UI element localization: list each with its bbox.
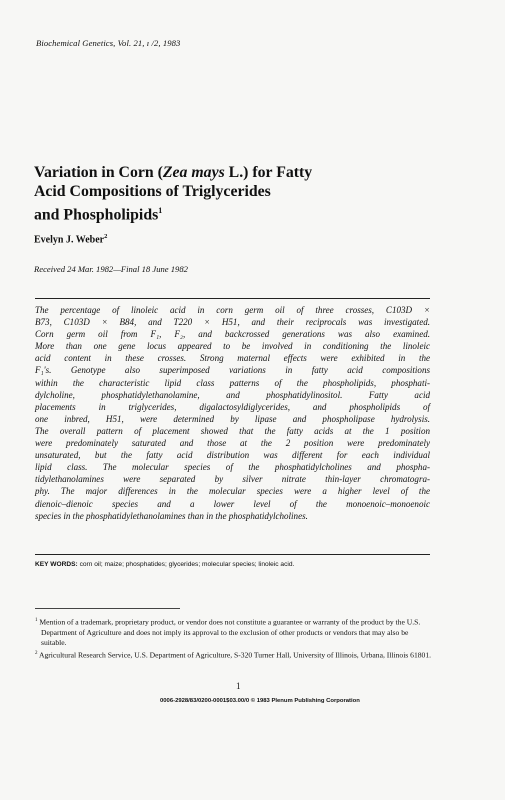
page-number: 1 <box>236 681 241 691</box>
abstract-line: dylcholine, phosphatidylethanolamine, and phosphatidylinositol. Fatty acid <box>35 389 430 400</box>
abstract-line: F₁'s. Genotype also superimposed variations in fatty acid compositions <box>35 365 430 376</box>
title-line2: Acid Compositions of Triglycerides <box>34 183 271 200</box>
received-dates: Received 24 Mar. 1982—Final 18 June 1982 <box>34 264 188 274</box>
title-line3: and Phospholipids <box>34 206 159 224</box>
abstract-line: Corn germ oil from F₁, F₂, and backcrossed generations was also examined. <box>35 329 430 340</box>
footnote-text: Agricultural Research Service, U.S. Department of Agriculture, S-320 Turner Hall, University of Illinois, Urbana, Illinois 61801. <box>37 650 432 660</box>
abstract-line: were predominately saturated and those at the 2 position were predominately <box>35 438 430 449</box>
keywords <box>35 561 435 568</box>
keywords-label: KEY WORDS: <box>35 561 78 568</box>
abstract-line: The percentage of linoleic acid in corn germ oil of three crosses, C103D × <box>35 305 430 315</box>
abstract-line: phy. The major differences in the molecular species were a higher level of the <box>35 486 430 497</box>
keywords-text: corn oil; maize; phosphatides; glycerides; molecular species; linoleic acid. <box>77 561 295 568</box>
abstract-line: species in the phosphatidylethanolamines than in the phosphatidylcholines. <box>35 510 308 521</box>
footnote-1 <box>35 616 435 648</box>
article-title <box>34 163 454 224</box>
abstract-bottom-rule <box>35 554 430 555</box>
abstract-line: within the characteristic lipid class patterns of the phospholipids, phosphati- <box>35 377 430 388</box>
abstract-line: B73, C103D × B84, and T220 × H51, and their reciprocals was investigated. <box>35 317 430 328</box>
journal-citation: Biochemical Genetics, Vol. 21, ı /2, 1983 <box>36 38 181 48</box>
abstract-line: dienoic–dienoic species and a lower level of the monoenoic–monoenoic <box>35 498 430 509</box>
footnote-mark: 2 <box>35 651 38 657</box>
footnote-text: Mention of a trademark, proprietary product, or vendor does not constitute a guarantee or warranty of the product by the U.S. Department of Agriculture and does not imply its approval to the exclusion of other products or vendors that may also be suitable. <box>37 617 421 648</box>
footnote-rule <box>35 608 180 609</box>
title-part1: Variation in Corn ( <box>34 164 163 181</box>
abstract-line: More than one gene locus appeared to be involved in conditioning the linoleic <box>35 341 430 352</box>
abstract-line: lipid class. The molecular species of the phosphatidylcholines and phospha- <box>35 462 430 473</box>
abstract-line: The overall pattern of placement showed that the fatty acids at the 1 position <box>35 425 430 436</box>
abstract-line: tidylethanolamines were separated by silver nitrate thin-layer chromatogra- <box>35 474 430 485</box>
abstract-line: unsaturated, but the fatty acid distribution was different for each individual <box>35 450 430 461</box>
abstract-line: one inbred, H51, were determined by lipase and phospholipase hydrolysis. <box>35 413 430 424</box>
abstract-line: acid content in these crosses. Strong maternal effects were exhibited in the <box>35 353 430 364</box>
footnote-mark: 1 <box>35 618 38 623</box>
title-species: Zea mays <box>162 164 225 181</box>
title-footnote-mark: 1 <box>158 206 163 215</box>
title-part2: L.) for Fatty <box>224 164 313 181</box>
footnotes <box>35 616 435 662</box>
author-text: Evelyn J. Weber <box>34 234 105 246</box>
abstract <box>35 304 430 522</box>
author-name <box>34 233 107 245</box>
abstract-top-rule <box>35 298 430 299</box>
footnote-2 <box>35 649 435 661</box>
abstract-line: placements in triglycerides, digalactosyldiglycerides, and phospholipids of <box>35 401 430 412</box>
copyright-line: 0006-2928/83/0200-0001$03.00/0 © 1983 Plenum Publishing Corporation <box>160 698 360 704</box>
author-footnote-mark: 2 <box>104 233 108 240</box>
